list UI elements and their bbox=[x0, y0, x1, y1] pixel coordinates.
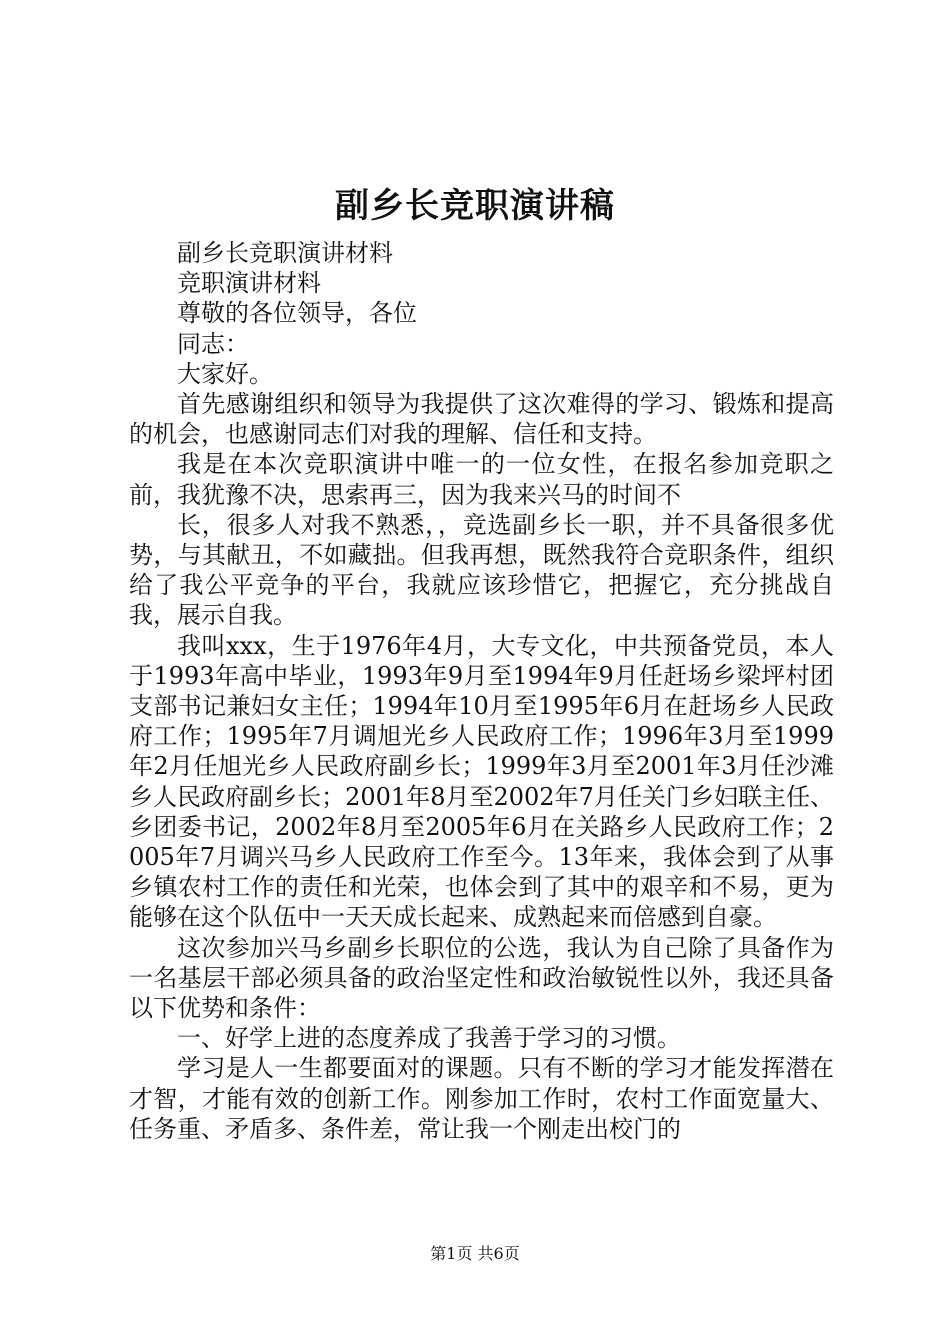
document-body bbox=[129, 238, 834, 1144]
paragraph: 长，很多人对我不熟悉，，竞选副乡长一职，并不具备很多优势，与其献丑，不如藏拙。但我再想，既然我符合竞职条件，组织给了我公平竞争的平台，我就应该珍惜它，把握它，充分挑战自我，展示自我。 bbox=[129, 510, 834, 630]
paragraph: 副乡长竞职演讲材料 bbox=[177, 239, 393, 267]
paragraph: 我是在本次竞职演讲中唯一的一位女性，在报名参加竞职之前，我犹豫不决，思索再三，因为我来兴马的时间不 bbox=[129, 450, 834, 509]
paragraph: 我叫xxx，生于1976年4月，大专文化，中共预备党员，本人于1993年高中毕业，1993年9月至1994年9月任赶场乡梁坪村团支部书记兼妇女主任；1994年10月至1995年6月在赶场乡人民政府工作；1995年7月调旭光乡人民政府工作；1996年3月至1999年2月任旭光乡人民政府副乡长；1999年3月至2001年3月任沙滩乡人民政府副乡长；2001年8月至2002年7月任关门乡妇联主任、乡团委书记，2002年8月至2005年6月在关路乡人民政府工作；2005年7月调兴马乡人民政府工作至今。13年来，我体会到了从事乡镇农村工作的责任和光荣，也体会到了其中的艰辛和不易，更为能够在这个队伍中一天天成长起来、成熟起来而倍感到自豪。 bbox=[129, 631, 834, 932]
page-number-footer: 第1页 共6页 bbox=[430, 1244, 520, 1263]
paragraph: 尊敬的各位领导，各位 bbox=[177, 299, 417, 328]
paragraph: 大家好。 bbox=[177, 359, 273, 388]
paragraph: 一、好学上进的态度养成了我善于学习的习惯。 bbox=[177, 1024, 681, 1053]
paragraph: 学习是人一生都要面对的课题。只有不断的学习才能发挥潜在才智，才能有效的创新工作。刚参加工作时，农村工作面宽量大、任务重、矛盾多、条件差，常让我一个刚走出校门的 bbox=[129, 1054, 834, 1143]
paragraph: 竞职演讲材料 bbox=[177, 269, 321, 298]
paragraph: 这次参加兴马乡副乡长职位的公选，我认为自己除了具备作为一名基层干部必须具备的政治坚定性和政治敏锐性以外，我还具备以下优势和条件： bbox=[129, 933, 834, 1023]
document-title: 副乡长竞职演讲稿 bbox=[335, 186, 615, 226]
paragraph: 首先感谢组织和领导为我提供了这次难得的学习、锻炼和提高的机会，也感谢同志们对我的理解、信任和支持。 bbox=[129, 390, 834, 449]
paragraph: 同志： bbox=[177, 329, 249, 358]
